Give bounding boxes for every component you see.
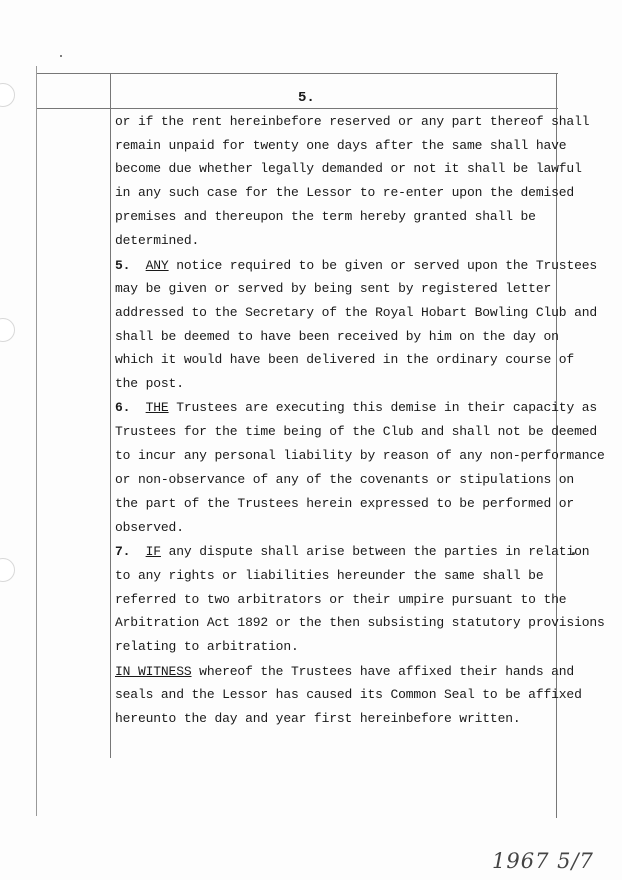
text-line: premises and thereupon the term hereby granted shall be xyxy=(115,209,536,224)
clause-lead-word: ANY xyxy=(145,258,169,273)
clause-lead-word: IF xyxy=(145,544,161,559)
binder-hole-middle xyxy=(0,318,15,342)
top-rule xyxy=(36,73,558,74)
clause-lead-word: THE xyxy=(145,400,169,415)
text-line: or if the rent hereinbefore reserved or any part thereof shall xyxy=(115,114,590,129)
text-line: or non-observance of any of the covenants or stipulations on xyxy=(115,472,575,487)
text-line: the post. xyxy=(115,376,184,391)
text-line: may be given or served by being sent by registered letter xyxy=(115,281,552,296)
clause-text: any dispute shall arise between the parties in relation xyxy=(160,544,590,559)
text-line xyxy=(115,543,589,561)
text-line: hereunto the day and year first hereinbefore written. xyxy=(115,711,521,726)
clause-number: 6. xyxy=(115,400,131,415)
text-line: the part of the Trustees herein expressed to be performed or xyxy=(115,496,575,511)
text-line: relating to arbitration. xyxy=(115,639,299,654)
text-line: to incur any personal liability by reason of any non-performance xyxy=(115,448,605,463)
page-number: 5. xyxy=(298,90,315,106)
text-line: to any rights or liabilities hereunder the same shall be xyxy=(115,568,544,583)
text-line xyxy=(115,663,574,681)
clause-number: 7. xyxy=(115,544,131,559)
text-line: referred to two arbitrators or their umpire pursuant to the xyxy=(115,592,567,607)
text-line: remain unpaid for twenty one days after the same shall have xyxy=(115,138,567,153)
text-line: seals and the Lessor has caused its Common Seal to be affixed xyxy=(115,687,582,702)
left-outer-rule xyxy=(36,66,37,816)
binder-hole-bottom xyxy=(0,558,15,582)
text-line: Arbitration Act 1892 or the then subsisting statutory provisions xyxy=(115,615,605,630)
clause-text: whereof the Trustees have affixed their hands and xyxy=(191,664,575,679)
binder-hole-top xyxy=(0,83,15,107)
speck xyxy=(60,55,62,57)
text-line xyxy=(115,257,597,275)
text-line: which it would have been delivered in the ordinary course of xyxy=(115,352,575,367)
handwritten-note: 1967 5/7 xyxy=(492,849,594,873)
clause-text: Trustees are executing this demise in their capacity as xyxy=(168,400,598,415)
text-line xyxy=(115,399,597,417)
text-line: become due whether legally demanded or not it shall be lawful xyxy=(115,161,582,176)
header-rule xyxy=(36,108,558,109)
clause-text: notice required to be given or served upon the Trustees xyxy=(168,258,598,273)
text-line: in any such case for the Lessor to re-enter upon the demised xyxy=(115,185,575,200)
clause-lead-word: IN WITNESS xyxy=(115,664,192,679)
left-margin-rule xyxy=(110,73,111,758)
text-line: observed. xyxy=(115,520,184,535)
text-line: shall be deemed to have been received by him on the day on xyxy=(115,329,559,344)
text-line: Trustees for the time being of the Club and shall not be deemed xyxy=(115,424,598,439)
text-line: addressed to the Secretary of the Royal Hobart Bowling Club and xyxy=(115,305,598,320)
text-line: determined. xyxy=(115,233,200,248)
clause-number: 5. xyxy=(115,258,131,273)
